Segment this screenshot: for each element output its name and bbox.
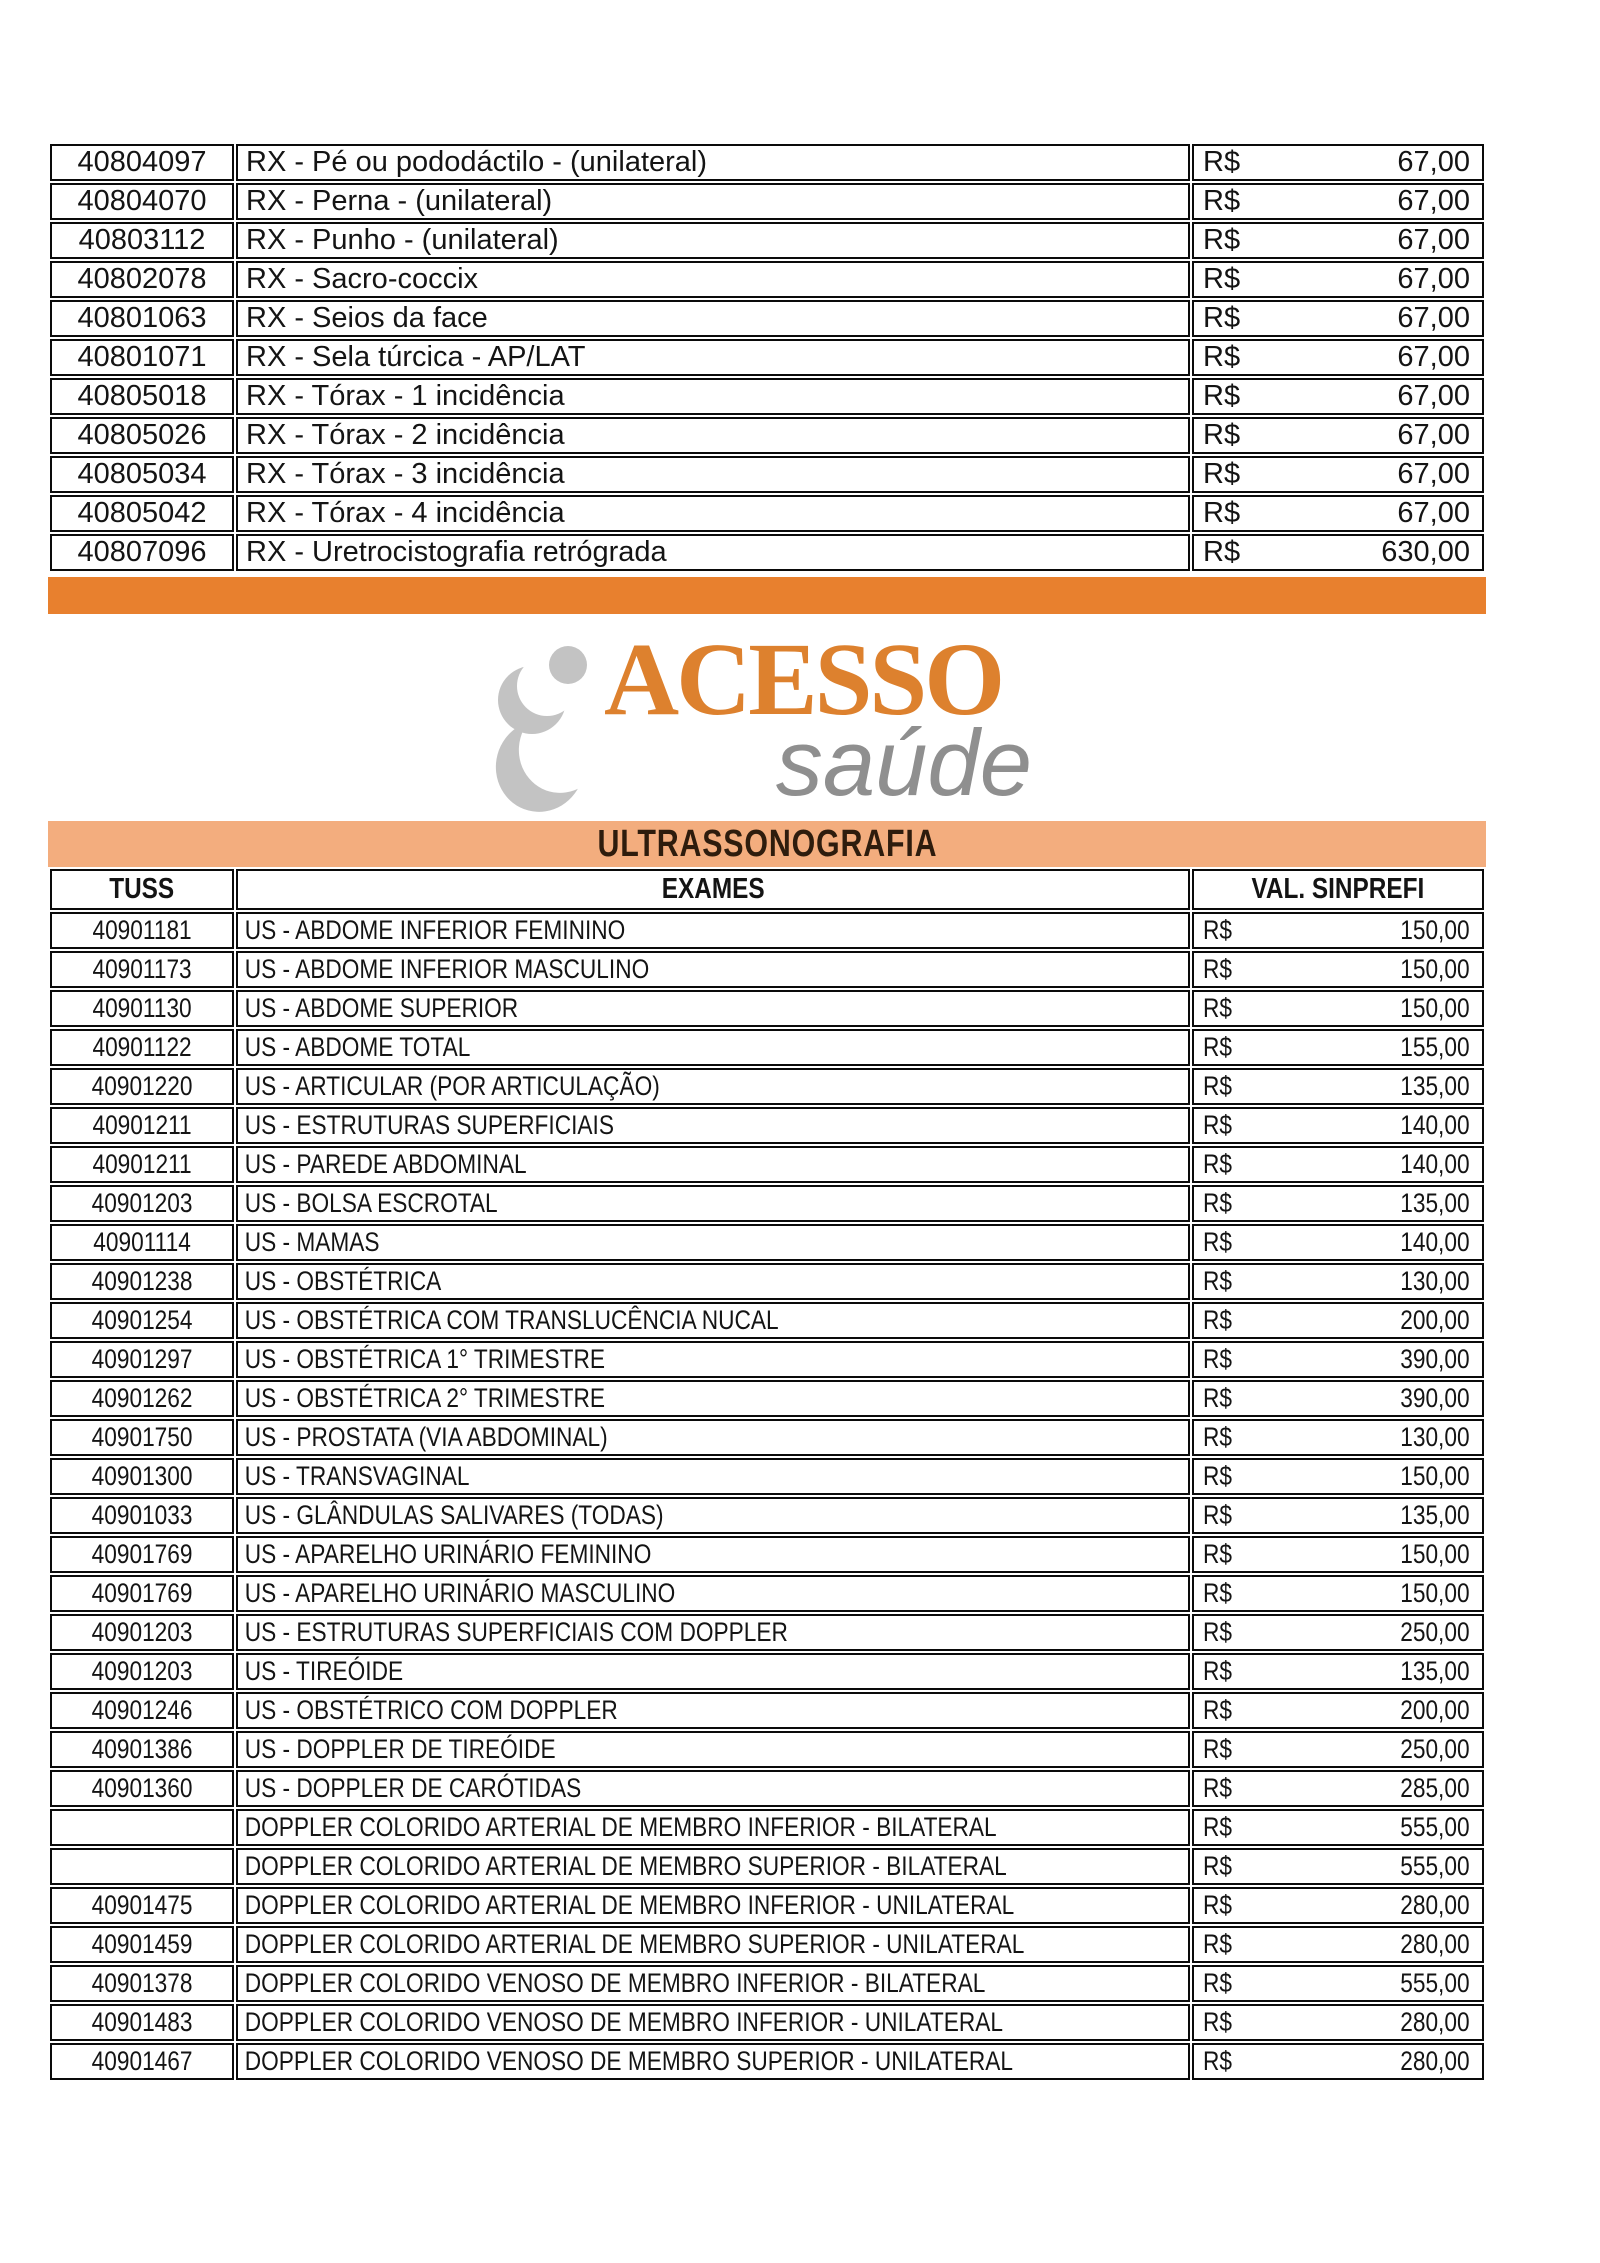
price-value: 67,00 — [1397, 146, 1470, 178]
price-value: 250,00 — [1400, 1734, 1470, 1764]
table-row — [50, 1185, 1484, 1222]
price-cell — [1192, 2004, 1484, 2041]
table-row — [50, 1224, 1484, 1261]
currency-label: R$ — [1203, 1968, 1232, 1998]
price-value: 280,00 — [1400, 2046, 1470, 2076]
price-cell — [1192, 990, 1484, 1027]
exam-name-cell: US - TRANSVAGINAL — [236, 1458, 1190, 1495]
currency-label: R$ — [1203, 954, 1232, 984]
price-cell — [1192, 1887, 1484, 1924]
currency-label: R$ — [1203, 1071, 1232, 1101]
price-cell — [1192, 456, 1484, 493]
tuss-code-cell: 40901360 — [50, 1770, 234, 1807]
currency-label: R$ — [1203, 1110, 1232, 1140]
currency-label: R$ — [1203, 1383, 1232, 1413]
currency-label: R$ — [1203, 1539, 1232, 1569]
exam-name-cell: US - OBSTÉTRICA 1° TRIMESTRE — [236, 1341, 1190, 1378]
price-cell — [1192, 1770, 1484, 1807]
brand-tagline: saúde — [775, 710, 1032, 815]
price-cell — [1192, 1497, 1484, 1534]
exam-name-cell: RX - Sacro-coccix — [236, 261, 1190, 298]
table-row — [50, 495, 1484, 532]
table-row — [50, 339, 1484, 376]
rx-price-table — [48, 142, 1486, 573]
price-cell — [1192, 1575, 1484, 1612]
currency-label: R$ — [1203, 1032, 1232, 1062]
exam-name-cell: US - APARELHO URINÁRIO FEMININO — [236, 1536, 1190, 1573]
table-row — [50, 222, 1484, 259]
currency-label: R$ — [1203, 1227, 1232, 1257]
tuss-code-cell: 40804070 — [50, 183, 234, 220]
tuss-code-cell: 40805018 — [50, 378, 234, 415]
price-value: 150,00 — [1400, 1578, 1470, 1608]
exam-name-cell: US - OBSTÉTRICO COM DOPPLER — [236, 1692, 1190, 1729]
price-value: 130,00 — [1400, 1266, 1470, 1296]
price-cell — [1192, 495, 1484, 532]
table-row — [50, 1926, 1484, 1963]
price-value: 67,00 — [1397, 458, 1470, 490]
exam-name-cell: RX - Seios da face — [236, 300, 1190, 337]
price-cell — [1192, 1341, 1484, 1378]
price-cell — [1192, 1263, 1484, 1300]
table-row — [50, 1770, 1484, 1807]
exam-name-cell: DOPPLER COLORIDO ARTERIAL DE MEMBRO SUPERIOR - BILATERAL — [236, 1848, 1190, 1885]
currency-label: R$ — [1203, 497, 1241, 529]
currency-label: R$ — [1203, 1188, 1232, 1218]
tuss-code-cell: 40901769 — [50, 1536, 234, 1573]
tuss-code-cell: 40807096 — [50, 534, 234, 571]
price-cell — [1192, 1536, 1484, 1573]
tuss-code-cell — [50, 1848, 234, 1885]
price-cell — [1192, 1965, 1484, 2002]
exam-name-cell: RX - Tórax - 2 incidência — [236, 417, 1190, 454]
exam-name-cell: US - ABDOME TOTAL — [236, 1029, 1190, 1066]
currency-label: R$ — [1203, 1773, 1232, 1803]
table-row — [50, 183, 1484, 220]
currency-label: R$ — [1203, 1890, 1232, 1920]
price-cell — [1192, 1068, 1484, 1105]
currency-label: R$ — [1203, 341, 1241, 373]
price-cell — [1192, 1302, 1484, 1339]
exam-name-cell: DOPPLER COLORIDO ARTERIAL DE MEMBRO INFERIOR - BILATERAL — [236, 1809, 1190, 1846]
table-row — [50, 1302, 1484, 1339]
price-value: 67,00 — [1397, 341, 1470, 373]
currency-label: R$ — [1203, 458, 1241, 490]
table-row — [50, 1380, 1484, 1417]
exam-name-cell: US - OBSTÉTRICA — [236, 1263, 1190, 1300]
price-cell — [1192, 1185, 1484, 1222]
tuss-code-cell: 40901769 — [50, 1575, 234, 1612]
tuss-code-cell: 40901130 — [50, 990, 234, 1027]
price-value: 555,00 — [1400, 1968, 1470, 1998]
table-row — [50, 990, 1484, 1027]
tuss-code-cell: 40901211 — [50, 1146, 234, 1183]
price-value: 280,00 — [1400, 1929, 1470, 1959]
tuss-code-cell: 40901203 — [50, 1614, 234, 1651]
price-value: 155,00 — [1400, 1032, 1470, 1062]
price-value: 67,00 — [1397, 263, 1470, 295]
price-cell — [1192, 1848, 1484, 1885]
exam-name-cell: US - ESTRUTURAS SUPERFICIAIS — [236, 1107, 1190, 1144]
tuss-code-cell: 40901220 — [50, 1068, 234, 1105]
tuss-code-cell: 40901386 — [50, 1731, 234, 1768]
tuss-code-cell — [50, 1809, 234, 1846]
exames-column-header: EXAMES — [236, 869, 1190, 910]
currency-label: R$ — [1203, 536, 1241, 568]
price-cell — [1192, 339, 1484, 376]
price-value: 67,00 — [1397, 185, 1470, 217]
tuss-code-cell: 40901246 — [50, 1692, 234, 1729]
price-cell — [1192, 1419, 1484, 1456]
tuss-code-cell: 40901173 — [50, 951, 234, 988]
price-value: 135,00 — [1400, 1188, 1470, 1218]
tuss-code-cell: 40901254 — [50, 1302, 234, 1339]
tuss-code-cell: 40805034 — [50, 456, 234, 493]
table-row — [50, 1887, 1484, 1924]
currency-label: R$ — [1203, 1929, 1232, 1959]
currency-label: R$ — [1203, 1305, 1232, 1335]
currency-label: R$ — [1203, 1734, 1232, 1764]
price-cell — [1192, 1809, 1484, 1846]
price-cell — [1192, 2043, 1484, 2080]
tuss-code-cell: 40901378 — [50, 1965, 234, 2002]
tuss-code-cell: 40801071 — [50, 339, 234, 376]
tuss-code-cell: 40802078 — [50, 261, 234, 298]
currency-label: R$ — [1203, 380, 1241, 412]
table-row — [50, 951, 1484, 988]
tuss-code-cell: 40901262 — [50, 1380, 234, 1417]
exam-name-cell: DOPPLER COLORIDO ARTERIAL DE MEMBRO SUPERIOR - UNILATERAL — [236, 1926, 1190, 1963]
table-row — [50, 1107, 1484, 1144]
exam-name-cell: US - ABDOME SUPERIOR — [236, 990, 1190, 1027]
section-divider-bar — [48, 577, 1486, 614]
price-value: 140,00 — [1400, 1149, 1470, 1179]
currency-label: R$ — [1203, 993, 1232, 1023]
price-cell — [1192, 1458, 1484, 1495]
table-row — [50, 1458, 1484, 1495]
currency-label: R$ — [1203, 1617, 1232, 1647]
price-cell — [1192, 183, 1484, 220]
exam-name-cell: DOPPLER COLORIDO VENOSO DE MEMBRO INFERIOR - BILATERAL — [236, 1965, 1190, 2002]
table-row — [50, 1965, 1484, 2002]
price-value: 280,00 — [1400, 1890, 1470, 1920]
exam-name-cell: RX - Tórax - 4 incidência — [236, 495, 1190, 532]
table-row — [50, 1575, 1484, 1612]
tuss-code-cell: 40805042 — [50, 495, 234, 532]
exam-name-cell: RX - Tórax - 3 incidência — [236, 456, 1190, 493]
exam-name-cell: RX - Tórax - 1 incidência — [236, 378, 1190, 415]
tuss-code-cell: 40901114 — [50, 1224, 234, 1261]
price-cell — [1192, 222, 1484, 259]
currency-label: R$ — [1203, 263, 1241, 295]
exam-name-cell: US - OBSTÉTRICA 2° TRIMESTRE — [236, 1380, 1190, 1417]
exam-name-cell: US - APARELHO URINÁRIO MASCULINO — [236, 1575, 1190, 1612]
exam-name-cell: RX - Uretrocistografia retrógrada — [236, 534, 1190, 571]
table-row — [50, 1263, 1484, 1300]
currency-label: R$ — [1203, 302, 1241, 334]
tuss-code-cell: 40901467 — [50, 2043, 234, 2080]
exam-name-cell: US - ABDOME INFERIOR FEMININO — [236, 912, 1190, 949]
price-value: 555,00 — [1400, 1851, 1470, 1881]
tuss-code-cell: 40901203 — [50, 1653, 234, 1690]
tuss-code-cell: 40801063 — [50, 300, 234, 337]
price-value: 135,00 — [1400, 1500, 1470, 1530]
currency-label: R$ — [1203, 1266, 1232, 1296]
table-row — [50, 1692, 1484, 1729]
price-cell — [1192, 144, 1484, 181]
exam-name-cell: US - ARTICULAR (POR ARTICULAÇÃO) — [236, 1068, 1190, 1105]
price-cell — [1192, 1146, 1484, 1183]
price-value: 67,00 — [1397, 302, 1470, 334]
price-value: 67,00 — [1397, 380, 1470, 412]
price-cell — [1192, 1692, 1484, 1729]
tuss-column-header: TUSS — [50, 869, 234, 910]
price-value: 390,00 — [1400, 1383, 1470, 1413]
tuss-code-cell: 40803112 — [50, 222, 234, 259]
price-cell — [1192, 1107, 1484, 1144]
tuss-code-cell: 40901203 — [50, 1185, 234, 1222]
table-row — [50, 2043, 1484, 2080]
price-cell — [1192, 1029, 1484, 1066]
price-value: 280,00 — [1400, 2007, 1470, 2037]
price-value: 140,00 — [1400, 1227, 1470, 1257]
price-cell — [1192, 417, 1484, 454]
table-row — [50, 1653, 1484, 1690]
tuss-code-cell: 40901181 — [50, 912, 234, 949]
table-row — [50, 1536, 1484, 1573]
exam-name-cell: US - MAMAS — [236, 1224, 1190, 1261]
table-row — [50, 144, 1484, 181]
price-cell — [1192, 1380, 1484, 1417]
price-cell — [1192, 951, 1484, 988]
price-cell — [1192, 1731, 1484, 1768]
table-row — [50, 417, 1484, 454]
exam-name-cell: RX - Sela túrcica - AP/LAT — [236, 339, 1190, 376]
table-row — [50, 534, 1484, 571]
tuss-code-cell: 40804097 — [50, 144, 234, 181]
tuss-code-cell: 40901122 — [50, 1029, 234, 1066]
price-value: 135,00 — [1400, 1071, 1470, 1101]
tuss-code-cell: 40901300 — [50, 1458, 234, 1495]
exam-name-cell: US - ESTRUTURAS SUPERFICIAIS COM DOPPLER — [236, 1614, 1190, 1651]
table-row — [50, 1029, 1484, 1066]
price-cell — [1192, 261, 1484, 298]
brand-name: ACESSO — [604, 622, 1003, 737]
currency-label: R$ — [1203, 1695, 1232, 1725]
tuss-code-cell: 40901297 — [50, 1341, 234, 1378]
price-value: 250,00 — [1400, 1617, 1470, 1647]
price-value: 140,00 — [1400, 1110, 1470, 1140]
table-row — [50, 1419, 1484, 1456]
price-value: 150,00 — [1400, 915, 1470, 945]
price-value: 200,00 — [1400, 1305, 1470, 1335]
price-cell — [1192, 1926, 1484, 1963]
currency-label: R$ — [1203, 224, 1241, 256]
exam-name-cell: RX - Pé ou pododáctilo - (unilateral) — [236, 144, 1190, 181]
table-row — [50, 1068, 1484, 1105]
exam-name-cell: US - BOLSA ESCROTAL — [236, 1185, 1190, 1222]
price-cell — [1192, 1614, 1484, 1651]
table-row — [50, 1497, 1484, 1534]
ultrasound-section-bar — [48, 821, 1486, 867]
currency-label: R$ — [1203, 1461, 1232, 1491]
exam-name-cell: US - ABDOME INFERIOR MASCULINO — [236, 951, 1190, 988]
acesso-person-logo-icon — [482, 640, 610, 812]
price-value: 67,00 — [1397, 419, 1470, 451]
exam-name-cell: US - OBSTÉTRICA COM TRANSLUCÊNCIA NUCAL — [236, 1302, 1190, 1339]
currency-label: R$ — [1203, 1344, 1232, 1374]
currency-label: R$ — [1203, 915, 1232, 945]
currency-label: R$ — [1203, 2046, 1232, 2076]
price-value: 285,00 — [1400, 1773, 1470, 1803]
table-row — [50, 378, 1484, 415]
price-value: 150,00 — [1400, 954, 1470, 984]
price-value: 67,00 — [1397, 497, 1470, 529]
table-header-row — [50, 869, 1484, 910]
tuss-code-cell: 40805026 — [50, 417, 234, 454]
currency-label: R$ — [1203, 1656, 1232, 1686]
table-row — [50, 1809, 1484, 1846]
exam-name-cell: RX - Perna - (unilateral) — [236, 183, 1190, 220]
price-value: 630,00 — [1381, 536, 1470, 568]
exam-name-cell: US - PROSTATA (VIA ABDOMINAL) — [236, 1419, 1190, 1456]
currency-label: R$ — [1203, 1149, 1232, 1179]
table-row — [50, 912, 1484, 949]
table-row — [50, 1341, 1484, 1378]
tuss-code-cell: 40901483 — [50, 2004, 234, 2041]
price-cell — [1192, 300, 1484, 337]
price-value: 135,00 — [1400, 1656, 1470, 1686]
table-row — [50, 300, 1484, 337]
exam-name-cell: DOPPLER COLORIDO ARTERIAL DE MEMBRO INFERIOR - UNILATERAL — [236, 1887, 1190, 1924]
currency-label: R$ — [1203, 1812, 1232, 1842]
table-row — [50, 261, 1484, 298]
valor-column-header: VAL. SINPREFI — [1192, 869, 1484, 910]
price-value: 390,00 — [1400, 1344, 1470, 1374]
currency-label: R$ — [1203, 1500, 1232, 1530]
price-cell — [1192, 378, 1484, 415]
price-cell — [1192, 534, 1484, 571]
price-cell — [1192, 1653, 1484, 1690]
currency-label: R$ — [1203, 146, 1241, 178]
table-row — [50, 2004, 1484, 2041]
table-row — [50, 456, 1484, 493]
tuss-code-cell: 40901238 — [50, 1263, 234, 1300]
price-cell — [1192, 912, 1484, 949]
tuss-code-cell: 40901211 — [50, 1107, 234, 1144]
currency-label: R$ — [1203, 1851, 1232, 1881]
currency-label: R$ — [1203, 185, 1241, 217]
price-value: 150,00 — [1400, 1539, 1470, 1569]
price-value: 67,00 — [1397, 224, 1470, 256]
price-value: 555,00 — [1400, 1812, 1470, 1842]
tuss-code-cell: 40901750 — [50, 1419, 234, 1456]
section-title: ULTRASSONOGRAFIA — [597, 822, 937, 865]
exam-name-cell: US - DOPPLER DE CARÓTIDAS — [236, 1770, 1190, 1807]
price-value: 150,00 — [1400, 993, 1470, 1023]
exam-name-cell: US - TIREÓIDE — [236, 1653, 1190, 1690]
table-row — [50, 1731, 1484, 1768]
exam-name-cell: US - GLÂNDULAS SALIVARES (TODAS) — [236, 1497, 1190, 1534]
price-value: 150,00 — [1400, 1461, 1470, 1491]
tuss-code-cell: 40901459 — [50, 1926, 234, 1963]
tuss-code-cell: 40901033 — [50, 1497, 234, 1534]
exam-name-cell: US - DOPPLER DE TIREÓIDE — [236, 1731, 1190, 1768]
currency-label: R$ — [1203, 1578, 1232, 1608]
ultrasound-price-table — [48, 867, 1486, 2082]
exam-name-cell: US - PAREDE ABDOMINAL — [236, 1146, 1190, 1183]
price-value: 130,00 — [1400, 1422, 1470, 1452]
exam-name-cell: DOPPLER COLORIDO VENOSO DE MEMBRO SUPERIOR - UNILATERAL — [236, 2043, 1190, 2080]
exam-name-cell: DOPPLER COLORIDO VENOSO DE MEMBRO INFERIOR - UNILATERAL — [236, 2004, 1190, 2041]
currency-label: R$ — [1203, 2007, 1232, 2037]
exam-name-cell: RX - Punho - (unilateral) — [236, 222, 1190, 259]
table-row — [50, 1848, 1484, 1885]
price-value: 200,00 — [1400, 1695, 1470, 1725]
currency-label: R$ — [1203, 1422, 1232, 1452]
tuss-code-cell: 40901475 — [50, 1887, 234, 1924]
currency-label: R$ — [1203, 419, 1241, 451]
table-row — [50, 1614, 1484, 1651]
price-cell — [1192, 1224, 1484, 1261]
table-row — [50, 1146, 1484, 1183]
